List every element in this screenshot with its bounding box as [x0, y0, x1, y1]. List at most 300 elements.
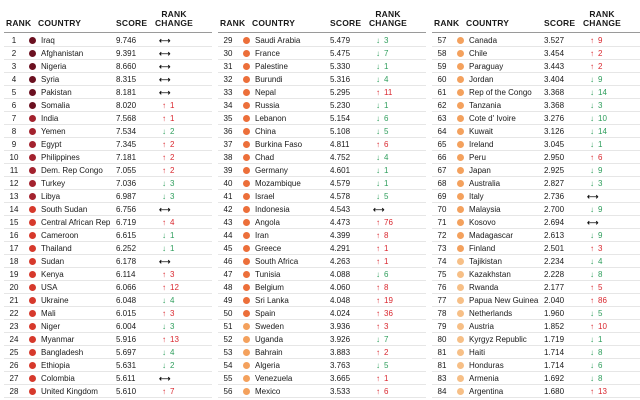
score-value: 7.181: [116, 153, 137, 162]
table-row: [218, 177, 426, 190]
rank-value: 59: [437, 62, 447, 71]
table-row: [218, 151, 426, 164]
score-value: 3.404: [544, 75, 565, 84]
rank-value: 51: [223, 322, 233, 331]
level-dot-icon: [457, 375, 464, 382]
rank-change-value: 8: [384, 283, 389, 292]
score-value: 2.177: [544, 283, 565, 292]
score-value: 3.527: [544, 36, 565, 45]
country-name: Central African Rep: [41, 218, 111, 227]
level-dot-icon: [243, 206, 250, 213]
level-dot-icon: [29, 362, 36, 369]
level-dot-icon: [457, 180, 464, 187]
arrow-up-icon: ↑: [376, 374, 380, 383]
country-name: Syria: [41, 75, 60, 84]
header-divider: [4, 32, 212, 33]
arrow-down-icon: ↓: [590, 374, 594, 383]
level-dot-icon: [243, 323, 250, 330]
arrow-down-icon: ↓: [376, 36, 380, 45]
arrow-down-icon: ↓: [590, 140, 594, 149]
country-name: Afghanistan: [41, 49, 84, 58]
rank-value: 20: [9, 283, 19, 292]
score-value: 1.680: [544, 387, 565, 396]
arrow-down-icon: ↓: [162, 231, 166, 240]
double-arrow-icon: ⟷: [159, 49, 171, 58]
country-name: Thailand: [41, 244, 72, 253]
arrow-down-icon: ↓: [590, 75, 594, 84]
rank-value: 84: [437, 387, 447, 396]
rank-change-value: 10: [598, 114, 607, 123]
table-row: [432, 255, 640, 268]
double-arrow-icon: ⟷: [587, 218, 599, 227]
rank-change-value: 4: [384, 75, 389, 84]
arrow-down-icon: ↓: [376, 62, 380, 71]
country-name: Canada: [469, 36, 498, 45]
table-row: [4, 255, 212, 268]
arrow-down-icon: ↓: [590, 166, 594, 175]
arrow-down-icon: ↓: [590, 179, 594, 188]
score-value: 2.234: [544, 257, 565, 266]
level-dot-icon: [457, 284, 464, 291]
rank-value: 35: [223, 114, 233, 123]
table-row: [218, 190, 426, 203]
arrow-down-icon: ↓: [162, 179, 166, 188]
score-value: 7.568: [116, 114, 137, 123]
country-name: Tajikistan: [469, 257, 502, 266]
table-row: [218, 255, 426, 268]
country-name: Netherlands: [469, 309, 513, 318]
level-dot-icon: [243, 284, 250, 291]
country-name: Cote d' Ivoire: [469, 114, 516, 123]
rank-change-value: 2: [384, 348, 389, 357]
table-row: [218, 268, 426, 281]
country-name: Burundi: [255, 75, 283, 84]
double-arrow-icon: ⟷: [373, 205, 385, 214]
level-dot-icon: [243, 336, 250, 343]
rank-value: 66: [437, 153, 447, 162]
table-row: [4, 359, 212, 372]
country-name: Madagascar: [469, 231, 514, 240]
arrow-down-icon: ↓: [590, 231, 594, 240]
country-name: Myanmar: [41, 335, 75, 344]
country-name: Russia: [255, 101, 280, 110]
double-arrow-icon: ⟷: [159, 88, 171, 97]
header-divider: [432, 32, 640, 33]
table-row: [4, 372, 212, 385]
rank-value: 15: [9, 218, 19, 227]
table-column-3: [432, 0, 640, 398]
score-value: 1.960: [544, 309, 565, 318]
rank-change-value: 4: [384, 153, 389, 162]
table-row: [432, 60, 640, 73]
rank-change-value: 3: [598, 101, 603, 110]
table-header: [4, 0, 212, 34]
score-value: 2.827: [544, 179, 565, 188]
score-value: 5.230: [330, 101, 351, 110]
table-row: [218, 99, 426, 112]
arrow-down-icon: ↓: [376, 335, 380, 344]
arrow-up-icon: ↑: [162, 114, 166, 123]
arrow-up-icon: ↑: [376, 218, 380, 227]
country-name: Nepal: [255, 88, 276, 97]
double-arrow-icon: ⟷: [159, 257, 171, 266]
score-value: 2.950: [544, 153, 565, 162]
level-dot-icon: [243, 362, 250, 369]
score-value: 2.040: [544, 296, 565, 305]
score-value: 1.719: [544, 335, 565, 344]
country-name: Tanzania: [469, 101, 502, 110]
level-dot-icon: [457, 115, 464, 122]
level-dot-icon: [457, 167, 464, 174]
score-value: 2.228: [544, 270, 565, 279]
level-dot-icon: [243, 154, 250, 161]
level-dot-icon: [29, 206, 36, 213]
rank-value: 60: [437, 75, 447, 84]
table-row: [4, 177, 212, 190]
rank-change-header: RANK CHANGE: [368, 9, 408, 28]
table-row: [4, 164, 212, 177]
table-row: [432, 177, 640, 190]
table-row: [4, 281, 212, 294]
score-value: 6.015: [116, 309, 137, 318]
arrow-down-icon: ↓: [590, 205, 594, 214]
country-name: Kosovo: [469, 218, 496, 227]
table-row: [4, 86, 212, 99]
rank-change-value: 1: [170, 244, 175, 253]
table-row: [4, 216, 212, 229]
level-dot-icon: [29, 37, 36, 44]
arrow-up-icon: ↑: [590, 387, 594, 396]
arrow-down-icon: ↓: [590, 101, 594, 110]
rank-change-value: 19: [384, 296, 393, 305]
country-name: Libya: [41, 192, 61, 201]
score-value: 3.126: [544, 127, 565, 136]
table-row: [432, 86, 640, 99]
table-row: [4, 229, 212, 242]
level-dot-icon: [29, 154, 36, 161]
rank-change-value: 3: [598, 244, 603, 253]
table-row: [4, 151, 212, 164]
rank-value: 30: [223, 49, 233, 58]
rank-value: 58: [437, 49, 447, 58]
level-dot-icon: [29, 115, 36, 122]
country-name: Chad: [255, 153, 275, 162]
country-name: Italy: [469, 192, 484, 201]
rank-value: 24: [9, 335, 19, 344]
table-row: [4, 203, 212, 216]
country-name: Sudan: [41, 257, 65, 266]
rank-value: 52: [223, 335, 233, 344]
score-value: 1.852: [544, 322, 565, 331]
rank-change-value: 5: [598, 309, 603, 318]
country-name: Colombia: [41, 374, 75, 383]
level-dot-icon: [457, 297, 464, 304]
rank-value: 69: [437, 192, 447, 201]
rank-value: 14: [9, 205, 19, 214]
table-row: [4, 60, 212, 73]
rank-change-value: 1: [384, 101, 389, 110]
level-dot-icon: [243, 180, 250, 187]
level-dot-icon: [29, 128, 36, 135]
level-dot-icon: [243, 271, 250, 278]
score-value: 3.763: [330, 361, 351, 370]
arrow-down-icon: ↓: [376, 361, 380, 370]
arrow-up-icon: ↑: [590, 244, 594, 253]
level-dot-icon: [457, 89, 464, 96]
score-value: 2.694: [544, 218, 565, 227]
rank-change-value: 5: [384, 127, 389, 136]
level-dot-icon: [243, 219, 250, 226]
rank-change-value: 1: [384, 179, 389, 188]
country-name: Honduras: [469, 361, 504, 370]
table-row: [218, 73, 426, 86]
level-dot-icon: [243, 349, 250, 356]
double-arrow-icon: ⟷: [159, 75, 171, 84]
level-dot-icon: [29, 180, 36, 187]
level-dot-icon: [243, 102, 250, 109]
country-name: Egypt: [41, 140, 62, 149]
score-value: 5.631: [116, 361, 137, 370]
level-dot-icon: [457, 128, 464, 135]
rank-value: 19: [9, 270, 19, 279]
country-name: Dem. Rep Congo: [41, 166, 103, 175]
arrow-down-icon: ↓: [376, 101, 380, 110]
rank-change-value: 1: [384, 257, 389, 266]
score-value: 1.692: [544, 374, 565, 383]
level-dot-icon: [457, 63, 464, 70]
score-value: 4.060: [330, 283, 351, 292]
country-name: France: [255, 49, 280, 58]
rank-value: 43: [223, 218, 233, 227]
rank-value: 10: [9, 153, 19, 162]
score-value: 4.088: [330, 270, 351, 279]
score-value: 9.391: [116, 49, 137, 58]
rank-value: 80: [437, 335, 447, 344]
country-name: Ireland: [469, 140, 494, 149]
table-row: [432, 242, 640, 255]
rank-change-value: 14: [598, 127, 607, 136]
arrow-up-icon: ↑: [376, 348, 380, 357]
rank-change-value: 12: [170, 283, 179, 292]
double-arrow-icon: ⟷: [159, 205, 171, 214]
level-dot-icon: [29, 89, 36, 96]
arrow-up-icon: ↑: [376, 257, 380, 266]
arrow-down-icon: ↓: [376, 270, 380, 279]
arrow-down-icon: ↓: [162, 244, 166, 253]
arrow-down-icon: ↓: [376, 179, 380, 188]
table-row: [432, 203, 640, 216]
table-row: [218, 385, 426, 398]
table-row: [218, 125, 426, 138]
score-value: 5.610: [116, 387, 137, 396]
score-value: 6.004: [116, 322, 137, 331]
score-value: 8.020: [116, 101, 137, 110]
arrow-up-icon: ↑: [162, 309, 166, 318]
level-dot-icon: [29, 388, 36, 395]
table-row: [4, 346, 212, 359]
table-row: [4, 47, 212, 60]
table-row: [432, 112, 640, 125]
rank-change-value: 3: [598, 179, 603, 188]
rank-change-value: 3: [170, 192, 175, 201]
country-name: Malaysia: [469, 205, 501, 214]
arrow-down-icon: ↓: [162, 348, 166, 357]
table-row: [218, 86, 426, 99]
rank-change-value: 4: [170, 296, 175, 305]
level-dot-icon: [243, 310, 250, 317]
level-dot-icon: [243, 63, 250, 70]
table-row: [432, 99, 640, 112]
arrow-up-icon: ↑: [590, 36, 594, 45]
arrow-down-icon: ↓: [376, 75, 380, 84]
score-value: 3.665: [330, 374, 351, 383]
country-name: Haiti: [469, 348, 486, 357]
table-row: [432, 268, 640, 281]
rank-value: 6: [11, 101, 17, 110]
score-value: 4.579: [330, 179, 351, 188]
country-name: Papua New Guinea: [469, 296, 539, 305]
score-value: 5.611: [116, 374, 136, 383]
level-dot-icon: [457, 219, 464, 226]
country-name: Uganda: [255, 335, 284, 344]
arrow-up-icon: ↑: [162, 335, 166, 344]
country-name: Germany: [255, 166, 288, 175]
country-name: Mexico: [255, 387, 281, 396]
level-dot-icon: [29, 193, 36, 200]
arrow-up-icon: ↑: [590, 153, 594, 162]
rank-change-value: 3: [170, 322, 175, 331]
level-dot-icon: [457, 76, 464, 83]
rank-value: 72: [437, 231, 447, 240]
rank-change-value: 9: [598, 166, 603, 175]
score-value: 8.181: [116, 88, 137, 97]
table-row: [218, 229, 426, 242]
country-name: Israel: [255, 192, 275, 201]
country-name: Kuwait: [469, 127, 494, 136]
score-value: 6.719: [116, 218, 137, 227]
table-row: [432, 216, 640, 229]
table-row: [432, 125, 640, 138]
table-row: [218, 112, 426, 125]
rank-value: 3: [11, 62, 17, 71]
rank-change-value: 1: [384, 166, 389, 175]
arrow-up-icon: ↑: [376, 283, 380, 292]
arrow-up-icon: ↑: [376, 296, 380, 305]
rank-value: 27: [9, 374, 19, 383]
rank-change-value: 13: [170, 335, 179, 344]
level-dot-icon: [29, 323, 36, 330]
level-dot-icon: [29, 375, 36, 382]
rank-value: 4: [11, 75, 17, 84]
rank-change-value: 1: [384, 374, 389, 383]
table-row: [4, 320, 212, 333]
score-value: 8.315: [116, 75, 137, 84]
arrow-down-icon: ↓: [590, 335, 594, 344]
arrow-down-icon: ↓: [376, 127, 380, 136]
rank-value: 26: [9, 361, 19, 370]
level-dot-icon: [243, 388, 250, 395]
table-row: [432, 281, 640, 294]
score-value: 6.066: [116, 283, 137, 292]
rank-value: 74: [437, 257, 447, 266]
score-value: 3.883: [330, 348, 351, 357]
arrow-up-icon: ↑: [590, 322, 594, 331]
score-value: 6.987: [116, 192, 137, 201]
level-dot-icon: [29, 50, 36, 57]
score-value: 5.697: [116, 348, 137, 357]
rank-value: 65: [437, 140, 447, 149]
rank-value: 49: [223, 296, 233, 305]
table-row: [432, 307, 640, 320]
level-dot-icon: [29, 63, 36, 70]
level-dot-icon: [457, 336, 464, 343]
table-row: [218, 320, 426, 333]
rank-change-value: 1: [598, 335, 603, 344]
table-row: [4, 73, 212, 86]
rank-value: 21: [9, 296, 19, 305]
table-row: [432, 190, 640, 203]
rank-change-value: 6: [384, 270, 389, 279]
arrow-up-icon: ↑: [162, 101, 166, 110]
rank-value: 46: [223, 257, 233, 266]
rank-value: 18: [9, 257, 19, 266]
country-name: Bangladesh: [41, 348, 84, 357]
rank-change-value: 3: [384, 322, 389, 331]
table-row: [218, 34, 426, 47]
country-name: Philippines: [41, 153, 80, 162]
arrow-up-icon: ↑: [376, 387, 380, 396]
rank-value: 32: [223, 75, 233, 84]
rank-value: 47: [223, 270, 233, 279]
country-name: Mali: [41, 309, 56, 318]
table-row: [218, 47, 426, 60]
country-name: Peru: [469, 153, 486, 162]
rank-change-value: 9: [598, 231, 603, 240]
country-name: Spain: [255, 309, 276, 318]
rank-change-value: 1: [384, 62, 389, 71]
score-value: 2.613: [544, 231, 565, 240]
table-row: [218, 281, 426, 294]
country-header: COUNTRY: [252, 18, 296, 28]
country-name: Armenia: [469, 374, 499, 383]
level-dot-icon: [243, 193, 250, 200]
rank-change-value: 2: [170, 153, 175, 162]
rank-header: RANK: [6, 18, 32, 28]
rank-change-value: 6: [384, 387, 389, 396]
table-row: [4, 333, 212, 346]
table-row: [218, 307, 426, 320]
rank-change-value: 7: [170, 387, 175, 396]
country-name: Kenya: [41, 270, 64, 279]
table-row: [4, 99, 212, 112]
score-value: 3.368: [544, 88, 565, 97]
rank-value: 57: [437, 36, 447, 45]
table-row: [218, 333, 426, 346]
level-dot-icon: [29, 297, 36, 304]
score-value: 1.714: [544, 348, 565, 357]
table-row: [432, 320, 640, 333]
country-name: Sweden: [255, 322, 284, 331]
rank-change-value: 6: [384, 140, 389, 149]
level-dot-icon: [243, 232, 250, 239]
country-name: Belgium: [255, 283, 284, 292]
score-value: 4.399: [330, 231, 351, 240]
rank-change-value: 6: [598, 361, 603, 370]
rank-value: 37: [223, 140, 233, 149]
rank-change-value: 8: [598, 270, 603, 279]
level-dot-icon: [243, 297, 250, 304]
rank-value: 70: [437, 205, 447, 214]
